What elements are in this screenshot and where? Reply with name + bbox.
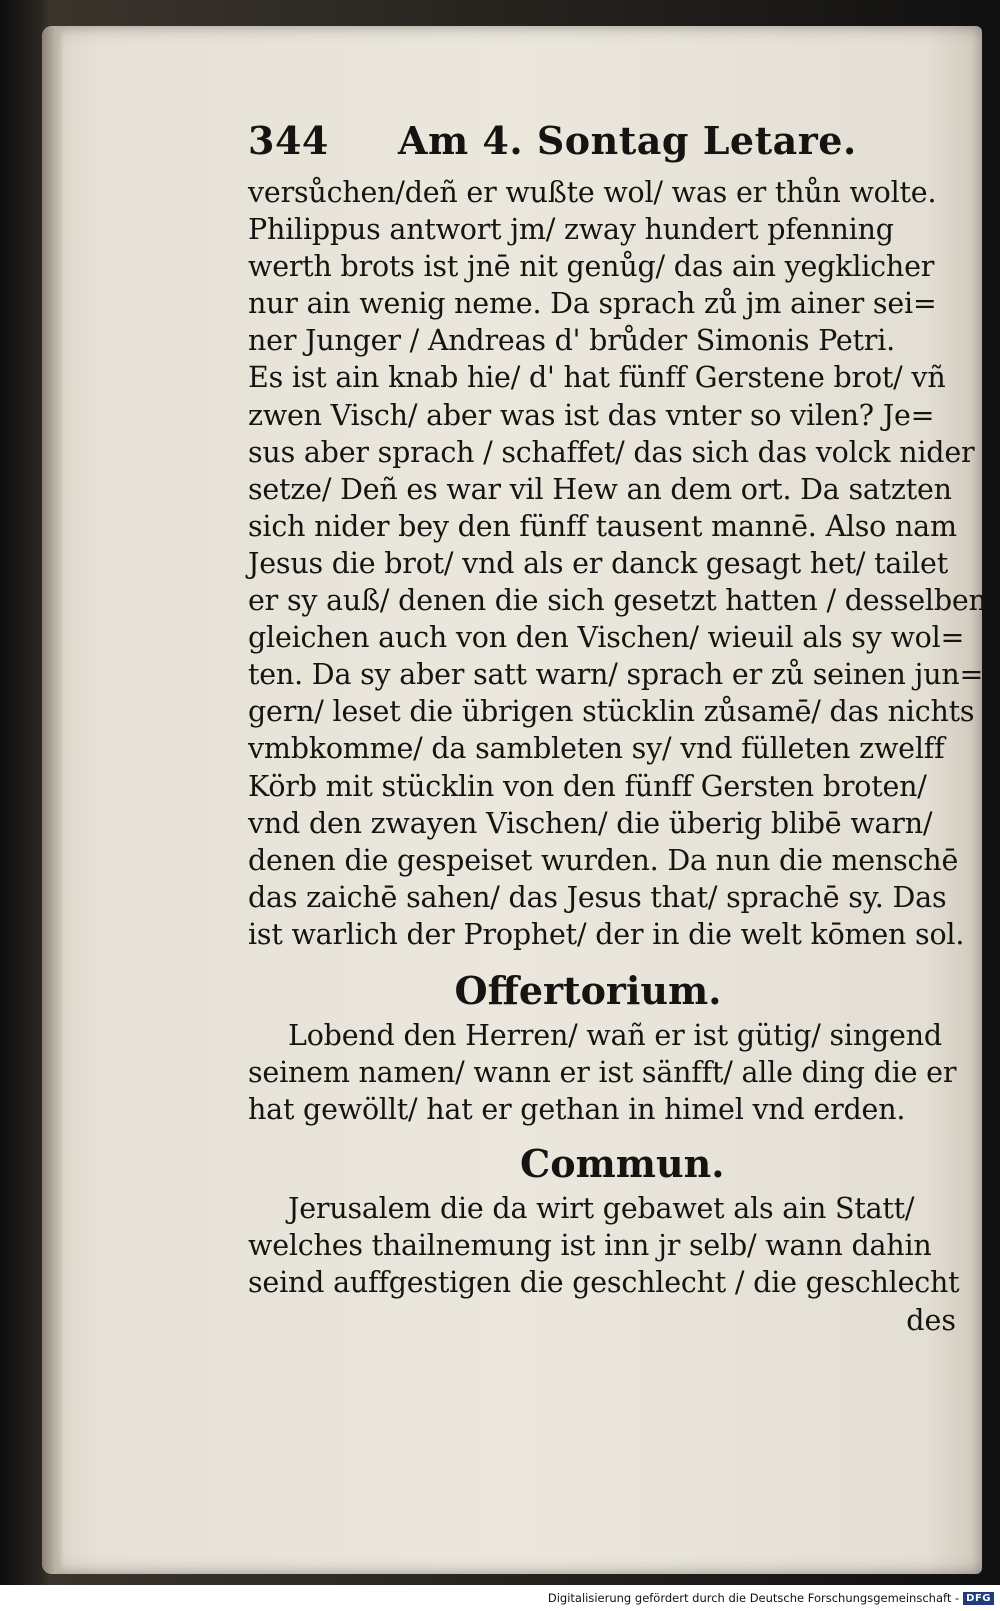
offertory-heading: Offertorium. [454, 967, 722, 1013]
text-line: sus aber sprach / schaffet/ das sich das volck nider [248, 435, 975, 469]
text-line: Lobend den Herren/ wañ er ist gütig/ singend [288, 1018, 942, 1052]
catchword: des [906, 1303, 956, 1337]
text-line: seind auffgestigen die geschlecht / die geschlecht [248, 1266, 960, 1300]
text-line: ner Junger / Andreas d' brůder Simonis Petri. [248, 324, 895, 358]
text-line: denen die gespeiset wurden. Da nun die menschē [248, 843, 959, 877]
text-line: Körb mit stücklin von den fünff Gersten broten/ [248, 769, 927, 803]
text-line: gern/ leset die übrigen stücklin zůsamē/ das nichts [248, 695, 975, 729]
page-text-block [248, 118, 987, 1339]
text-line: setze/ Deñ es war vil Hew an dem ort. Da satzten [248, 472, 952, 506]
running-head [248, 118, 958, 174]
text-line: seinem namen/ wann er ist sänfft/ alle ding die er [248, 1056, 957, 1090]
text-line: hat gewöllt/ hat er gethan in himel vnd erden. [248, 1093, 906, 1127]
text-line: Jerusalem die da wirt gebawet als ain Statt/ [288, 1192, 915, 1226]
text-line: Es ist ain knab hie/ d' hat fünff Gerstene brot/ vñ [248, 361, 946, 395]
page-number: 344 [248, 118, 329, 163]
text-line: versůchen/deñ er wußte wol/ was er thůn wolte. [248, 176, 937, 209]
running-head-title: Am 4. Sontag Letare. [398, 118, 857, 163]
text-line: ist warlich der Prophet/ der in die welt kōmen sol. [248, 917, 965, 951]
text-line: vnd den zwayen Vischen/ die überig blibē warn/ [248, 806, 933, 840]
text-line: werth brots ist jnē nit genůg/ das ain yegklicher [248, 250, 935, 284]
gospel-text [248, 174, 987, 953]
communion-heading: Commun. [520, 1141, 725, 1187]
text-line: Philippus antwort jm/ zway hundert pfenning [248, 213, 894, 247]
dfg-logo: DFG [963, 1592, 994, 1605]
page-gutter-shadow [42, 26, 64, 1574]
text-line: vmbkomme/ da sambleten sy/ vnd fülleten zwelff [248, 732, 945, 766]
text-line: gleichen auch von den Vischen/ wieuil als sy wol= [248, 621, 965, 655]
communion-text [248, 1190, 958, 1301]
text-line: er sy auß/ denen die sich gesetzt hatten / desselben [248, 584, 987, 618]
text-line: das zaichē sahen/ das Jesus that/ sprachē sy. Das [248, 880, 947, 914]
digitization-footer [0, 1585, 1000, 1611]
funding-credit: Digitalisierung gefördert durch die Deutsche Forschungsgemeinschaft - [547, 1591, 960, 1605]
text-line: zwen Visch/ aber was ist das vnter so vilen? Je= [248, 398, 935, 432]
text-line: welches thailnemung ist inn jr selb/ wann dahin [248, 1229, 932, 1263]
text-line: sich nider bey den fünff tausent mannē. Also nam [248, 509, 957, 543]
text-line: nur ain wenig neme. Da sprach zů jm ainer sei= [248, 287, 937, 321]
text-line: Jesus die brot/ vnd als er danck gesagt het/ tailet [248, 546, 948, 580]
text-line: ten. Da sy aber satt warn/ sprach er zů seinen jun= [248, 658, 984, 692]
offertory-text [248, 1017, 958, 1128]
